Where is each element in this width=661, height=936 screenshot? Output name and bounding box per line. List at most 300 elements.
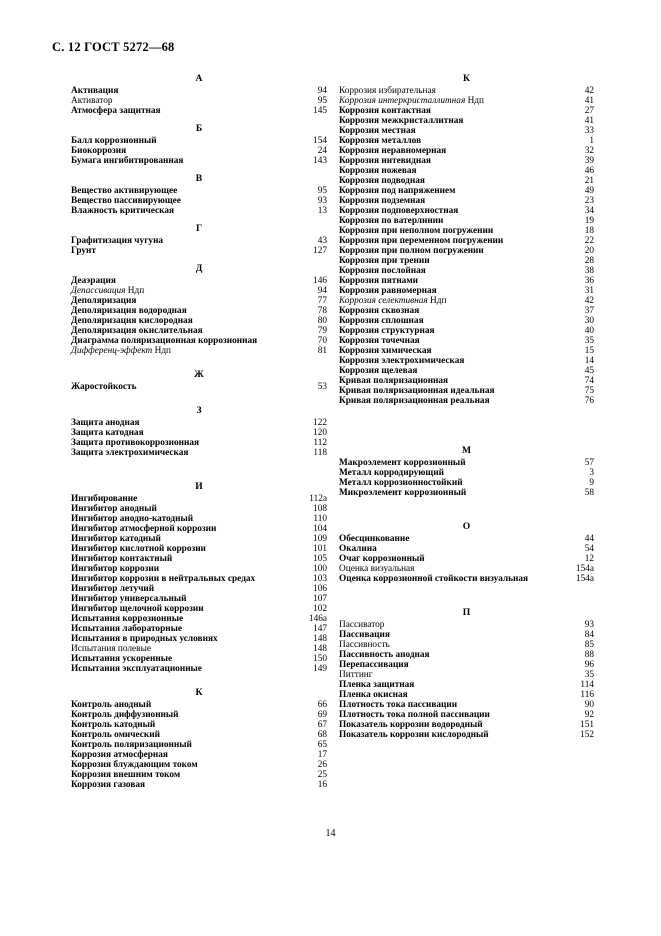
index-term-text: Испытания ускоренные	[71, 654, 173, 664]
index-term-text: Грунт	[71, 246, 96, 256]
index-entry	[71, 624, 327, 634]
index-term-text: Коррозия избирательная	[339, 86, 436, 96]
index-term	[339, 246, 484, 256]
index-term-text: Пассивация	[339, 630, 390, 640]
index-term-text: Коррозия интеркристаллитная	[339, 96, 466, 106]
index-page-ref: 54	[584, 544, 594, 554]
index-entry	[71, 326, 327, 336]
index-entry	[71, 544, 327, 554]
index-term	[339, 266, 426, 276]
index-term	[339, 256, 430, 266]
index-term-text: Коррозия структурная	[339, 326, 435, 336]
index-entry	[71, 654, 327, 664]
index-entry	[339, 186, 594, 196]
index-term-text: Испытания лабораторные	[71, 624, 182, 634]
index-term-text: Кривая поляризационная реальная	[339, 396, 490, 406]
index-term-text: Обесцинкование	[339, 534, 410, 544]
index-page-ref: 148	[313, 634, 327, 644]
index-term-text: Коррозия равномерная	[339, 286, 437, 296]
section-letter: З	[196, 405, 202, 416]
index-term-text: Защита электрохимическая	[71, 448, 189, 458]
index-page-ref: 43	[317, 236, 327, 246]
section-gap	[71, 674, 327, 686]
index-term	[71, 544, 206, 554]
section-letter: К	[195, 687, 203, 698]
index-term	[339, 166, 417, 176]
index-entry	[71, 106, 327, 116]
index-page-ref: 30	[584, 316, 594, 326]
index-page-ref: 28	[584, 256, 594, 266]
index-page-ref: 74	[584, 376, 594, 386]
index-entry	[339, 306, 594, 316]
index-term	[71, 296, 136, 306]
index-term-text: Активация	[71, 86, 119, 96]
index-page-ref: 27	[584, 106, 594, 116]
section-letter: О	[462, 521, 471, 532]
index-term	[71, 206, 174, 216]
index-term-text: Вещество пассивирующее	[71, 196, 181, 206]
index-page-ref: 12	[584, 554, 594, 564]
index-page-ref: 35	[584, 670, 594, 680]
index-page-ref: 95	[317, 96, 327, 106]
index-term	[339, 196, 425, 206]
index-term	[339, 720, 483, 730]
index-page-ref: 1	[589, 136, 594, 146]
index-term	[339, 458, 466, 468]
index-entry	[339, 206, 594, 216]
index-page-ref: 25	[317, 770, 327, 780]
section-letter: П	[462, 607, 471, 618]
index-page-ref: 58	[584, 488, 594, 498]
index-term	[339, 276, 418, 286]
index-term-text: Кривая поляризационная	[339, 376, 449, 386]
not-recommended-abbr: Ндп	[427, 296, 447, 306]
index-term-text: Биокоррозия	[71, 146, 127, 156]
index-term-text: Защита противокоррозионная	[71, 438, 199, 448]
index-term	[339, 386, 495, 396]
index-term	[71, 336, 257, 346]
index-entry	[339, 534, 594, 544]
index-term-text: Ингибитор щелочной коррозии	[71, 604, 204, 614]
index-term-text: Ингибитор катодный	[71, 534, 161, 544]
index-term-text: Коррозия местная	[339, 126, 416, 136]
index-page-ref: 154а	[575, 564, 594, 574]
index-entry	[339, 396, 594, 406]
index-page-ref: 103	[313, 574, 327, 584]
index-term	[339, 630, 390, 640]
index-term	[339, 468, 444, 478]
index-entry	[71, 206, 327, 216]
index-page-ref: 152	[580, 730, 594, 740]
index-entry	[339, 574, 594, 584]
index-page-ref: 151	[580, 720, 594, 730]
index-page-ref: 57	[584, 458, 594, 468]
index-page-ref: 76	[584, 396, 594, 406]
index-entry	[71, 594, 327, 604]
index-entry	[339, 376, 594, 386]
index-term	[71, 146, 126, 156]
index-term	[71, 494, 137, 504]
index-page-ref: 78	[317, 306, 327, 316]
index-term-text: Кривая поляризационная идеальная	[339, 386, 495, 396]
index-entry	[339, 680, 594, 690]
index-term-text: Графитизация чугуна	[71, 236, 164, 246]
index-page-ref: 107	[313, 594, 327, 604]
index-term	[339, 206, 458, 216]
index-term-text: Коррозия химическая	[339, 346, 432, 356]
index-page-ref: 146	[313, 276, 327, 286]
index-entry	[71, 96, 327, 106]
index-page-ref: 37	[584, 306, 594, 316]
index-page-ref: 104	[313, 524, 327, 534]
index-term	[339, 650, 430, 660]
index-entry	[339, 468, 594, 478]
index-page-ref: 14	[584, 356, 594, 366]
index-page-ref: 105	[313, 554, 327, 564]
index-entry	[71, 700, 327, 710]
index-entry	[339, 690, 594, 700]
index-term	[71, 584, 154, 594]
index-term-text: Оценка коррозионной стойкости визуальная	[339, 574, 529, 584]
index-term	[71, 186, 177, 196]
index-page-ref: 17	[317, 750, 327, 760]
index-term-text: Пленка окисная	[339, 690, 408, 700]
index-term-text: Защита катодная	[71, 428, 144, 438]
index-term	[71, 438, 199, 448]
index-entry	[339, 216, 594, 226]
index-term	[71, 574, 255, 584]
index-page-ref: 101	[313, 544, 327, 554]
index-entry	[71, 418, 327, 428]
index-entry	[339, 346, 594, 356]
index-entry	[339, 266, 594, 276]
index-term	[339, 488, 466, 498]
index-entry	[71, 750, 327, 760]
index-term	[339, 620, 384, 630]
index-entry	[71, 276, 327, 286]
index-term	[339, 660, 409, 670]
index-entry	[71, 438, 327, 448]
index-column-right	[339, 72, 594, 740]
index-page-ref: 150	[313, 654, 327, 664]
index-entry	[71, 346, 327, 356]
index-entry	[71, 136, 327, 146]
index-page-ref: 22	[584, 236, 594, 246]
index-term-text: Деполяризация кислородная	[71, 316, 193, 326]
index-page-ref: 69	[317, 710, 327, 720]
index-term	[339, 176, 425, 186]
index-term	[71, 750, 168, 760]
section-gap	[71, 392, 327, 404]
index-term-text: Деполяризация	[71, 296, 137, 306]
index-term-text: Диаграмма поляризационная коррозионная	[71, 336, 258, 346]
index-entry	[339, 176, 594, 186]
index-term-text: Депассивация	[71, 286, 126, 296]
index-entry	[71, 534, 327, 544]
index-entry	[339, 620, 594, 630]
index-term-text: Коррозия сплошная	[339, 316, 424, 326]
index-entry	[339, 564, 594, 574]
index-entry	[339, 316, 594, 326]
index-term	[71, 760, 198, 770]
index-page-ref: 114	[580, 680, 594, 690]
index-entry	[339, 386, 594, 396]
index-entry	[339, 640, 594, 650]
index-page-ref: 70	[317, 336, 327, 346]
index-entry	[71, 296, 327, 306]
index-entry	[71, 614, 327, 624]
index-term	[339, 336, 420, 346]
index-term-text: Ингибитор универсальный	[71, 594, 187, 604]
index-term	[339, 346, 432, 356]
index-term	[71, 156, 183, 166]
index-term	[339, 710, 490, 720]
index-entry	[339, 146, 594, 156]
index-entry	[71, 740, 327, 750]
index-entry	[339, 458, 594, 468]
index-entry	[71, 584, 327, 594]
index-entry	[339, 166, 594, 176]
index-term-text: Ингибирование	[71, 494, 138, 504]
index-entry	[71, 664, 327, 674]
index-page-ref: 148	[313, 644, 327, 654]
index-term-text: Коррозия подводная	[339, 176, 425, 186]
index-entry	[71, 604, 327, 614]
index-page-ref: 79	[317, 326, 327, 336]
index-term-text: Дифференц-эффект	[71, 346, 153, 356]
index-page-ref: 15	[584, 346, 594, 356]
index-term-text: Коррозия щелевая	[339, 366, 418, 376]
index-term	[71, 604, 204, 614]
index-page-ref: 35	[584, 336, 594, 346]
index-term	[71, 346, 171, 356]
index-page-ref: 67	[317, 720, 327, 730]
index-entry	[71, 494, 327, 504]
index-term-text: Контроль катодный	[71, 720, 156, 730]
index-entry	[339, 226, 594, 236]
index-term	[71, 664, 202, 674]
index-page-ref: 18	[584, 226, 594, 236]
index-term	[71, 196, 181, 206]
index-entry	[339, 544, 594, 554]
index-term-text: Влажность критическая	[71, 206, 175, 216]
not-recommended-abbr: Ндп	[465, 96, 485, 106]
index-page-ref: 122	[313, 418, 327, 428]
index-entry	[339, 236, 594, 246]
index-term	[71, 326, 203, 336]
index-page-ref: 100	[313, 564, 327, 574]
index-page-ref: 146а	[308, 614, 327, 624]
index-entry	[339, 720, 594, 730]
index-term	[71, 286, 144, 296]
index-term	[339, 226, 493, 236]
index-entry	[339, 96, 594, 106]
index-term-text: Коррозия пятнами	[339, 276, 419, 286]
index-entry	[339, 246, 594, 256]
index-term	[339, 534, 409, 544]
index-entry	[71, 196, 327, 206]
index-term	[339, 286, 437, 296]
index-term	[339, 376, 448, 386]
index-page-ref: 110	[313, 514, 327, 524]
index-page-ref: 49	[584, 186, 594, 196]
index-term	[71, 720, 155, 730]
index-term-text: Макроэлемент коррозионный	[339, 458, 466, 468]
index-page-ref: 19	[584, 216, 594, 226]
index-page-ref: 102	[313, 604, 327, 614]
index-term-text: Ингибитор контактный	[71, 554, 173, 564]
index-term	[339, 136, 421, 146]
index-term	[339, 216, 443, 226]
index-term	[339, 116, 463, 126]
index-page-ref: 16	[317, 780, 327, 790]
index-term	[339, 640, 390, 650]
index-page-ref: 66	[317, 700, 327, 710]
index-term-text: Коррозия при трении	[339, 256, 430, 266]
index-page-ref: 106	[313, 584, 327, 594]
index-term	[339, 106, 431, 116]
index-term	[71, 780, 145, 790]
index-term	[71, 634, 218, 644]
index-term-text: Металл корродирующий	[339, 468, 444, 478]
index-term-text: Коррозия газовая	[71, 780, 146, 790]
index-term	[71, 236, 163, 246]
index-page-ref: 39	[584, 156, 594, 166]
index-term-text: Коррозия атмосферная	[71, 750, 168, 760]
index-term	[71, 524, 216, 534]
index-entry	[71, 524, 327, 534]
index-page-ref: 42	[584, 86, 594, 96]
index-term	[71, 624, 182, 634]
index-page-ref: 112	[313, 438, 327, 448]
index-entry	[71, 504, 327, 514]
index-entry	[339, 286, 594, 296]
index-term	[71, 306, 187, 316]
index-page-ref: 26	[317, 760, 327, 770]
index-term-text: Коррозия межкристаллитная	[339, 116, 464, 126]
index-entry	[71, 286, 327, 296]
index-term-text: Деполяризация водородная	[71, 306, 187, 316]
index-term	[339, 396, 490, 406]
index-term-text: Коррозия электрохимическая	[339, 356, 465, 366]
index-term	[71, 534, 161, 544]
index-term	[339, 554, 425, 564]
index-page-ref: 65	[317, 740, 327, 750]
index-entry	[71, 514, 327, 524]
index-entry	[71, 448, 327, 458]
index-term-text: Плотность тока полной пассивации	[339, 710, 490, 720]
index-term	[339, 186, 455, 196]
index-page-ref: 40	[584, 326, 594, 336]
index-page-ref: 96	[584, 660, 594, 670]
index-term	[71, 594, 187, 604]
index-term	[71, 554, 172, 564]
index-term	[339, 236, 503, 246]
index-term	[71, 86, 118, 96]
index-term	[339, 670, 373, 680]
index-term-text: Коррозия контактная	[339, 106, 431, 116]
index-page-ref: 24	[317, 146, 327, 156]
index-term	[339, 316, 424, 326]
index-term-text: Атмосфера защитная	[71, 106, 161, 116]
index-entry	[339, 630, 594, 640]
index-page-ref: 118	[313, 448, 327, 458]
index-page-ref: 93	[317, 196, 327, 206]
index-column-left	[71, 72, 327, 790]
index-page-ref: 42	[584, 296, 594, 306]
index-entry	[71, 428, 327, 438]
index-entry	[339, 336, 594, 346]
index-term-text: Показатель коррозии водородный	[339, 720, 483, 730]
section-letter: Ж	[194, 369, 204, 380]
index-term-text: Коррозия сквозная	[339, 306, 420, 316]
index-term	[339, 306, 419, 316]
section-gap	[339, 406, 594, 444]
index-term-text: Оценка визуальная	[339, 564, 415, 574]
index-page-ref: 84	[584, 630, 594, 640]
index-page-ref: 21	[584, 176, 594, 186]
section-letter: Г	[195, 223, 203, 234]
index-page-ref: 23	[584, 196, 594, 206]
index-page-ref: 32	[584, 146, 594, 156]
index-entry	[71, 86, 327, 96]
index-entry	[339, 296, 594, 306]
index-term	[71, 382, 137, 392]
index-term-text: Коррозия неравномерная	[339, 146, 447, 156]
index-term	[71, 136, 157, 146]
index-entry	[71, 316, 327, 326]
index-entry	[339, 478, 594, 488]
index-entry	[339, 326, 594, 336]
index-term-text: Ингибитор кислотной коррозии	[71, 544, 206, 554]
index-term-text: Испытания коррозионные	[71, 614, 184, 624]
index-entry	[71, 720, 327, 730]
index-entry	[339, 156, 594, 166]
index-term-text: Коррозия точечная	[339, 336, 420, 346]
section-letter: М	[461, 445, 472, 456]
index-term-text: Жаростойкость	[71, 382, 137, 392]
index-entry	[339, 650, 594, 660]
index-term	[71, 564, 159, 574]
index-entry	[71, 634, 327, 644]
index-entry	[339, 106, 594, 116]
index-term-text: Коррозия послойная	[339, 266, 426, 276]
index-entry	[71, 770, 327, 780]
index-page-ref: 31	[584, 286, 594, 296]
index-term	[71, 276, 116, 286]
index-term-text: Коррозия при полном погружении	[339, 246, 484, 256]
index-page-ref: 109	[313, 534, 327, 544]
index-term-text: Контроль анодный	[71, 700, 152, 710]
index-entry	[71, 382, 327, 392]
index-entry	[71, 564, 327, 574]
index-term-text: Коррозия под напряжением	[339, 186, 456, 196]
index-page-ref: 143	[313, 156, 327, 166]
index-term-text: Контроль диффузионный	[71, 710, 179, 720]
index-term	[339, 544, 377, 554]
index-term-text: Активатор	[71, 96, 113, 106]
section-gap	[71, 458, 327, 480]
index-term	[339, 680, 414, 690]
index-term	[71, 770, 180, 780]
index-entry	[339, 700, 594, 710]
index-entry	[71, 156, 327, 166]
index-term	[71, 246, 96, 256]
index-term	[339, 86, 436, 96]
section-letter: Б	[195, 123, 203, 134]
index-term	[71, 700, 151, 710]
index-page-ref: 112а	[309, 494, 327, 504]
